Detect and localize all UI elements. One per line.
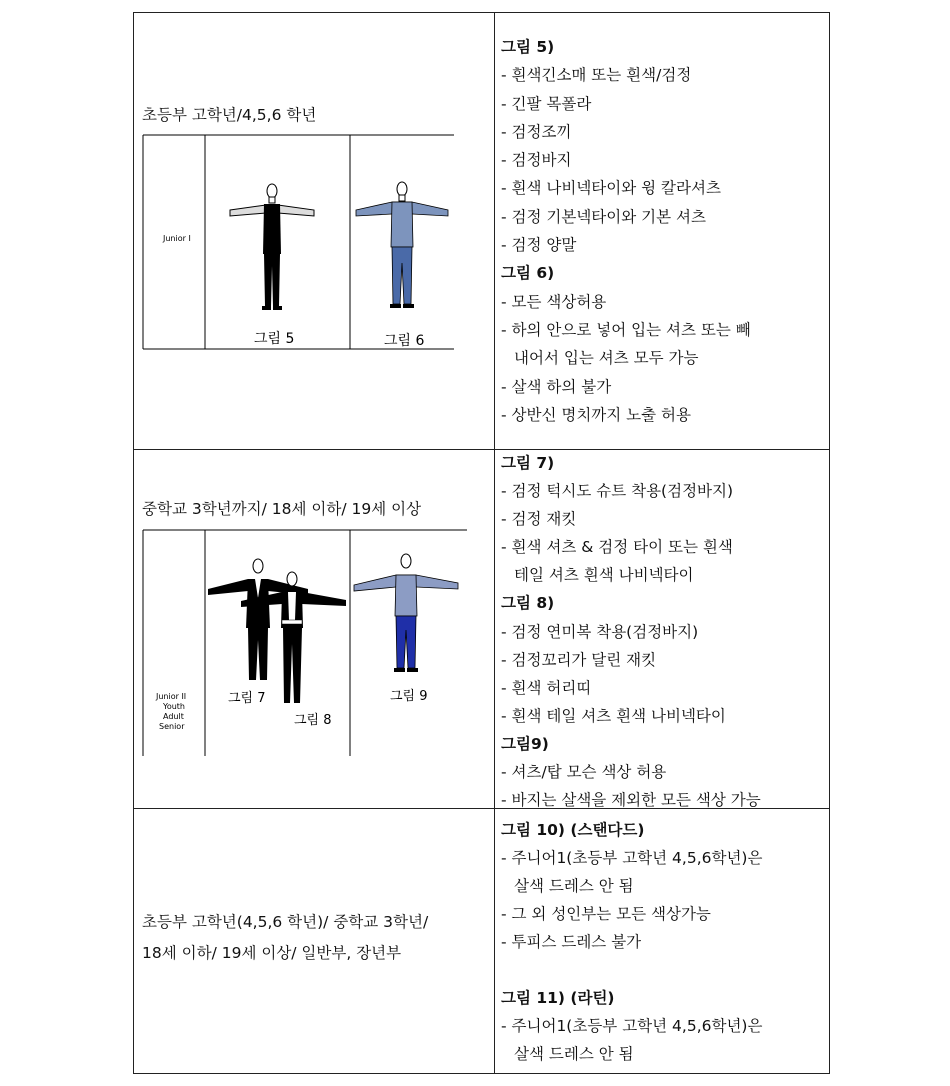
- row1-illustration: [142, 133, 454, 353]
- row2-description: [501, 449, 826, 814]
- figure7-label: 그림 7: [228, 691, 266, 706]
- column-divider: [494, 13, 495, 1073]
- list-item: - 바지는 살색을 제외한 모든 색상 가능: [501, 791, 761, 810]
- list-item: - 검정 연미복 착용(검정바지): [501, 622, 699, 641]
- row3-category-line: 초등부 고학년(4,5,6 학년)/ 중학교 3학년/: [142, 913, 429, 931]
- row1-category: 초등부 고학년/4,5,6 학년: [142, 106, 317, 124]
- list-item: - 검정조끼: [501, 122, 572, 141]
- heading: 그림 5): [501, 38, 555, 56]
- list-item: - 흰색 나비넥타이와 윙 칼라셔츠: [501, 179, 721, 198]
- row2-category: 중학교 3학년까지/ 18세 이하/ 19세 이상: [142, 500, 422, 518]
- list-item: - 살색 하의 불가: [501, 377, 612, 396]
- row3-category-line: 18세 이하/ 19세 이상/ 일반부, 장년부: [142, 944, 402, 962]
- division-label: Youth: [163, 702, 185, 711]
- figure8-label: 그림 8: [294, 713, 332, 728]
- list-item-continuation: 살색 드레스 안 됨: [514, 877, 634, 895]
- division-label: Senior: [159, 722, 185, 731]
- list-item: - 긴팔 목폴라: [501, 94, 592, 113]
- row3-description: [501, 816, 826, 1068]
- list-item: - 하의 안으로 넣어 입는 셔츠 또는 빼: [501, 320, 751, 339]
- list-item-continuation: 테일 셔츠 흰색 나비넥타이: [514, 566, 694, 585]
- division-label: Junior II: [156, 692, 187, 701]
- figure5-drawing: [230, 184, 314, 310]
- list-item: - 주니어1(초등부 고학년 4,5,6학년)은: [501, 1017, 763, 1035]
- spacer: [501, 956, 826, 984]
- dress-code-table: [133, 12, 830, 1074]
- figure6-label: 그림 6: [384, 333, 425, 349]
- row2-illustration: [142, 528, 467, 758]
- list-item: - 주니어1(초등부 고학년 4,5,6학년)은: [501, 849, 763, 867]
- list-item: - 검정 양말: [501, 236, 577, 255]
- list-item: - 검정바지: [501, 151, 572, 170]
- figure9-drawing: [354, 554, 458, 672]
- division-label: Junior I: [163, 234, 191, 243]
- list-item: - 그 외 성인부는 모든 색상가능: [501, 905, 711, 923]
- list-item: - 모든 색상허용: [501, 292, 607, 311]
- heading: 그림 10) (스탠다드): [501, 821, 645, 839]
- division-label: Adult: [163, 712, 184, 721]
- figure6-drawing: [356, 182, 448, 308]
- figure5-label: 그림 5: [254, 331, 295, 347]
- list-item: - 검정꼬리가 달린 재킷: [501, 650, 657, 669]
- list-item: - 검정 기본넥타이와 기본 셔츠: [501, 207, 706, 226]
- heading: 그림 8): [501, 594, 555, 613]
- list-item: - 셔츠/탑 모슨 색상 허용: [501, 763, 667, 782]
- list-item: - 흰색 셔츠 & 검정 타이 또는 흰색: [501, 538, 733, 557]
- list-item: - 투피스 드레스 불가: [501, 933, 642, 951]
- list-item: - 흰색 허리띠: [501, 678, 592, 697]
- list-item: - 흰색 테일 셔츠 흰색 나비넥타이: [501, 706, 726, 725]
- heading: 그림 7): [501, 454, 555, 472]
- list-item: - 상반신 명치까지 노출 허용: [501, 405, 692, 424]
- list-item: - 검정 턱시도 슈트 착용(검정바지): [501, 482, 734, 501]
- figure9-label: 그림 9: [390, 689, 428, 704]
- heading: 그림 11) (라틴): [501, 989, 615, 1007]
- row1-description: [501, 33, 826, 429]
- heading: 그림9): [501, 734, 549, 753]
- heading: 그림 6): [501, 264, 555, 283]
- list-item: - 검정 재킷: [501, 510, 577, 529]
- list-item-continuation: 내어서 입는 셔츠 모두 가능: [514, 349, 699, 368]
- list-item-continuation: 살색 드레스 안 됨: [514, 1045, 634, 1063]
- list-item: - 흰색긴소매 또는 흰색/검정: [501, 66, 692, 85]
